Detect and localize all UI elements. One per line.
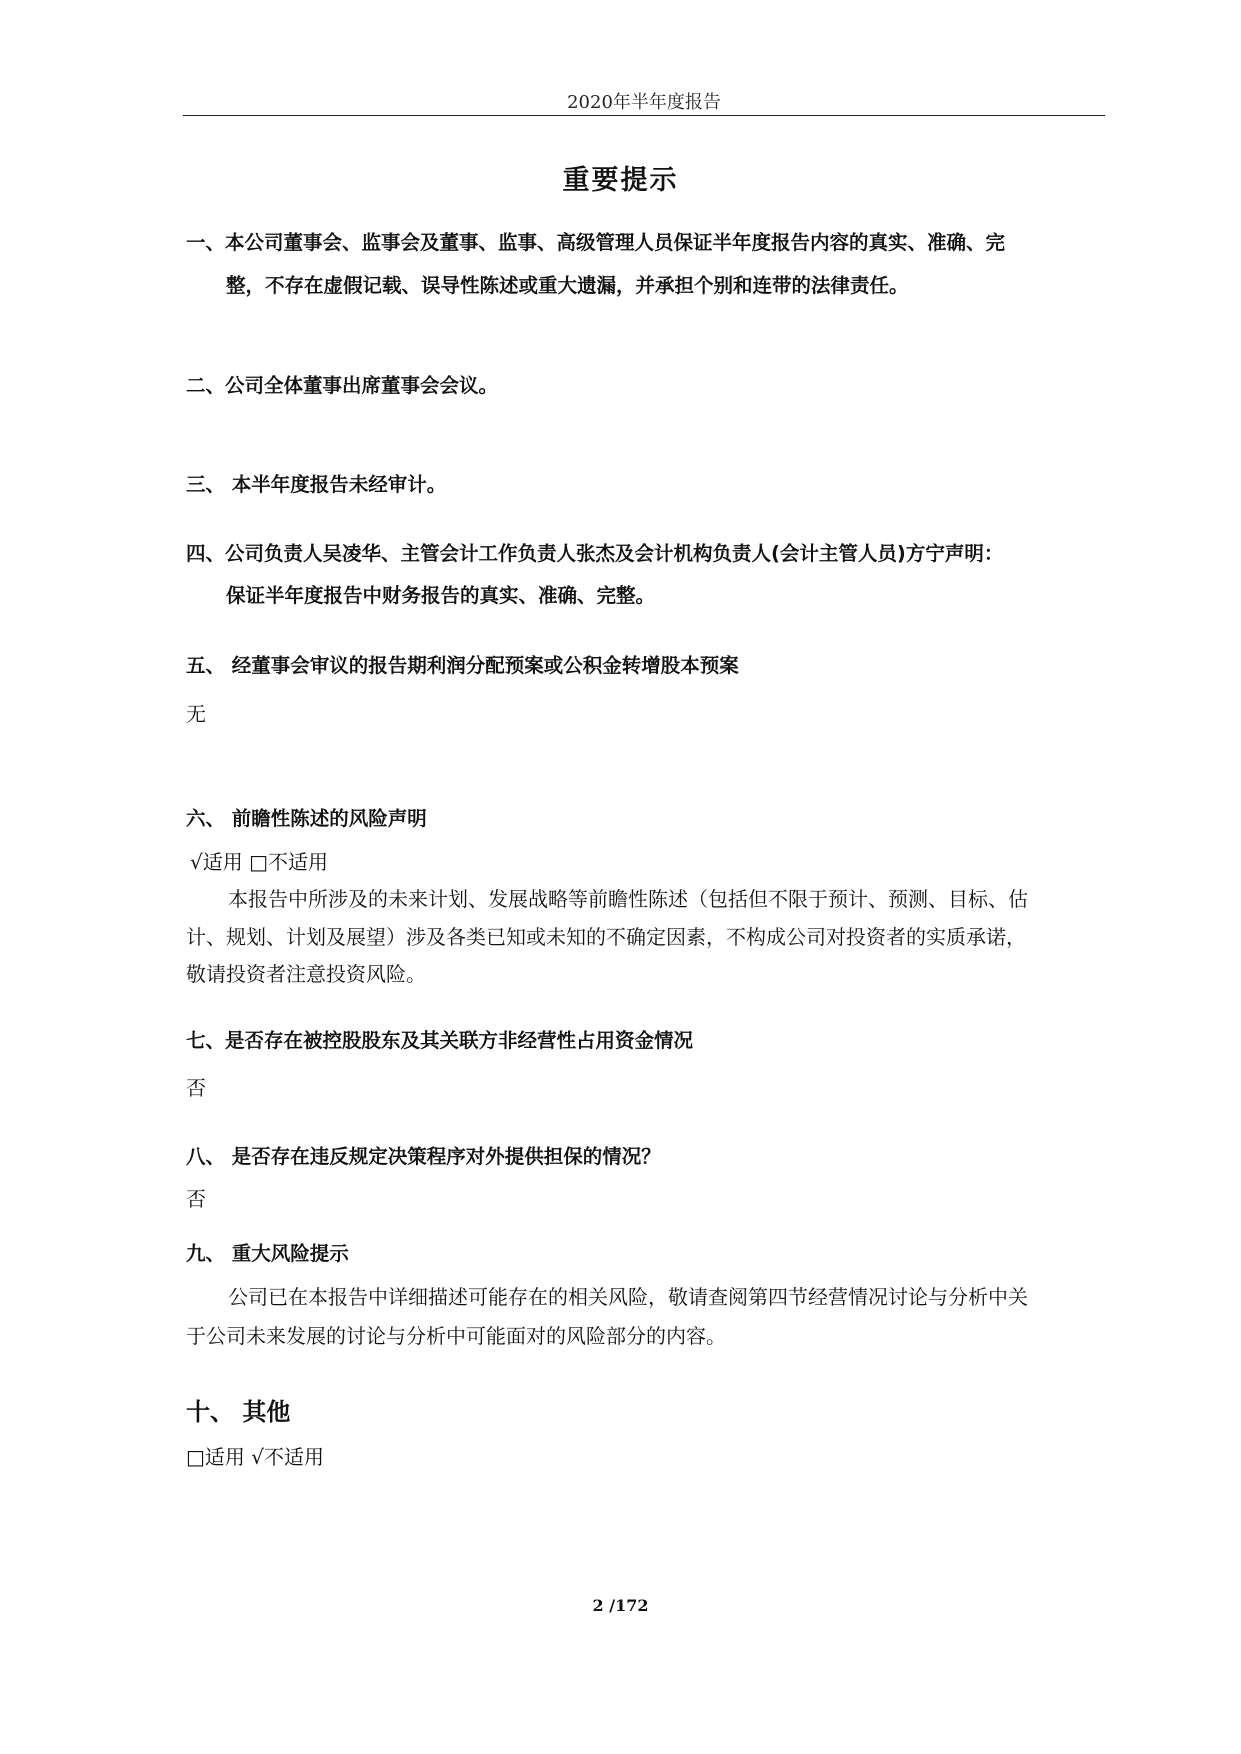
section-9-heading: 九、 重大风险提示	[186, 1242, 349, 1265]
page-number: 2 /172	[592, 1596, 649, 1615]
section-8-body: 否	[186, 1187, 206, 1211]
section-6-options: √适用 □不适用	[190, 850, 328, 874]
page-title: 重要提示	[562, 165, 679, 196]
section-6-heading: 六、 前瞻性陈述的风险声明	[186, 807, 427, 830]
section-5-body: 无	[186, 702, 206, 726]
section-6-line-2: 计、规划、计划及展望）涉及各类已知或未知的不确定因素，不构成公司对投资者的实质承诺，	[186, 925, 1026, 949]
header-rule	[183, 115, 1105, 116]
section-7-heading: 七、是否存在被控股股东及其关联方非经营性占用资金情况	[186, 1029, 694, 1052]
section-1-line-1: 一、本公司董事会、监事会及董事、监事、高级管理人员保证半年度报告内容的真实、准确、完	[186, 231, 1006, 254]
section-5-heading: 五、 经董事会审议的报告期利润分配预案或公积金转增股本预案	[186, 654, 739, 677]
section-2-heading: 二、公司全体董事出席董事会会议。	[186, 374, 499, 397]
section-10-heading: 十、 其他	[186, 1398, 291, 1426]
section-6-line-1: 本报告中所涉及的未来计划、发展战略等前瞻性陈述（包括但不限于预计、预测、目标、估	[228, 887, 1028, 911]
section-9-line-2: 于公司未来发展的讨论与分析中可能面对的风险部分的内容。	[186, 1324, 726, 1348]
section-8-heading: 八、 是否存在违反规定决策程序对外提供担保的情况？	[186, 1145, 661, 1168]
section-1-line-2: 整，不存在虚假记载、误导性陈述或重大遗漏，并承担个别和连带的法律责任。	[226, 274, 909, 297]
section-3-heading: 三、 本半年度报告未经审计。	[186, 473, 447, 496]
section-6-line-3: 敬请投资者注意投资风险。	[186, 962, 426, 986]
section-9-line-1: 公司已在本报告中详细描述可能存在的相关风险，敬请查阅第四节经营情况讨论与分析中关	[228, 1285, 1028, 1309]
section-4-line-2: 保证半年度报告中财务报告的真实、准确、完整。	[226, 584, 656, 607]
section-7-body: 否	[186, 1076, 206, 1100]
section-10-options: □适用 √不适用	[186, 1445, 324, 1469]
section-4-line-1: 四、公司负责人吴凌华、主管会计工作负责人张杰及会计机构负责人(会计主管人员)方宁声明：	[186, 542, 1004, 565]
header-title: 2020年半年度报告	[567, 92, 721, 113]
